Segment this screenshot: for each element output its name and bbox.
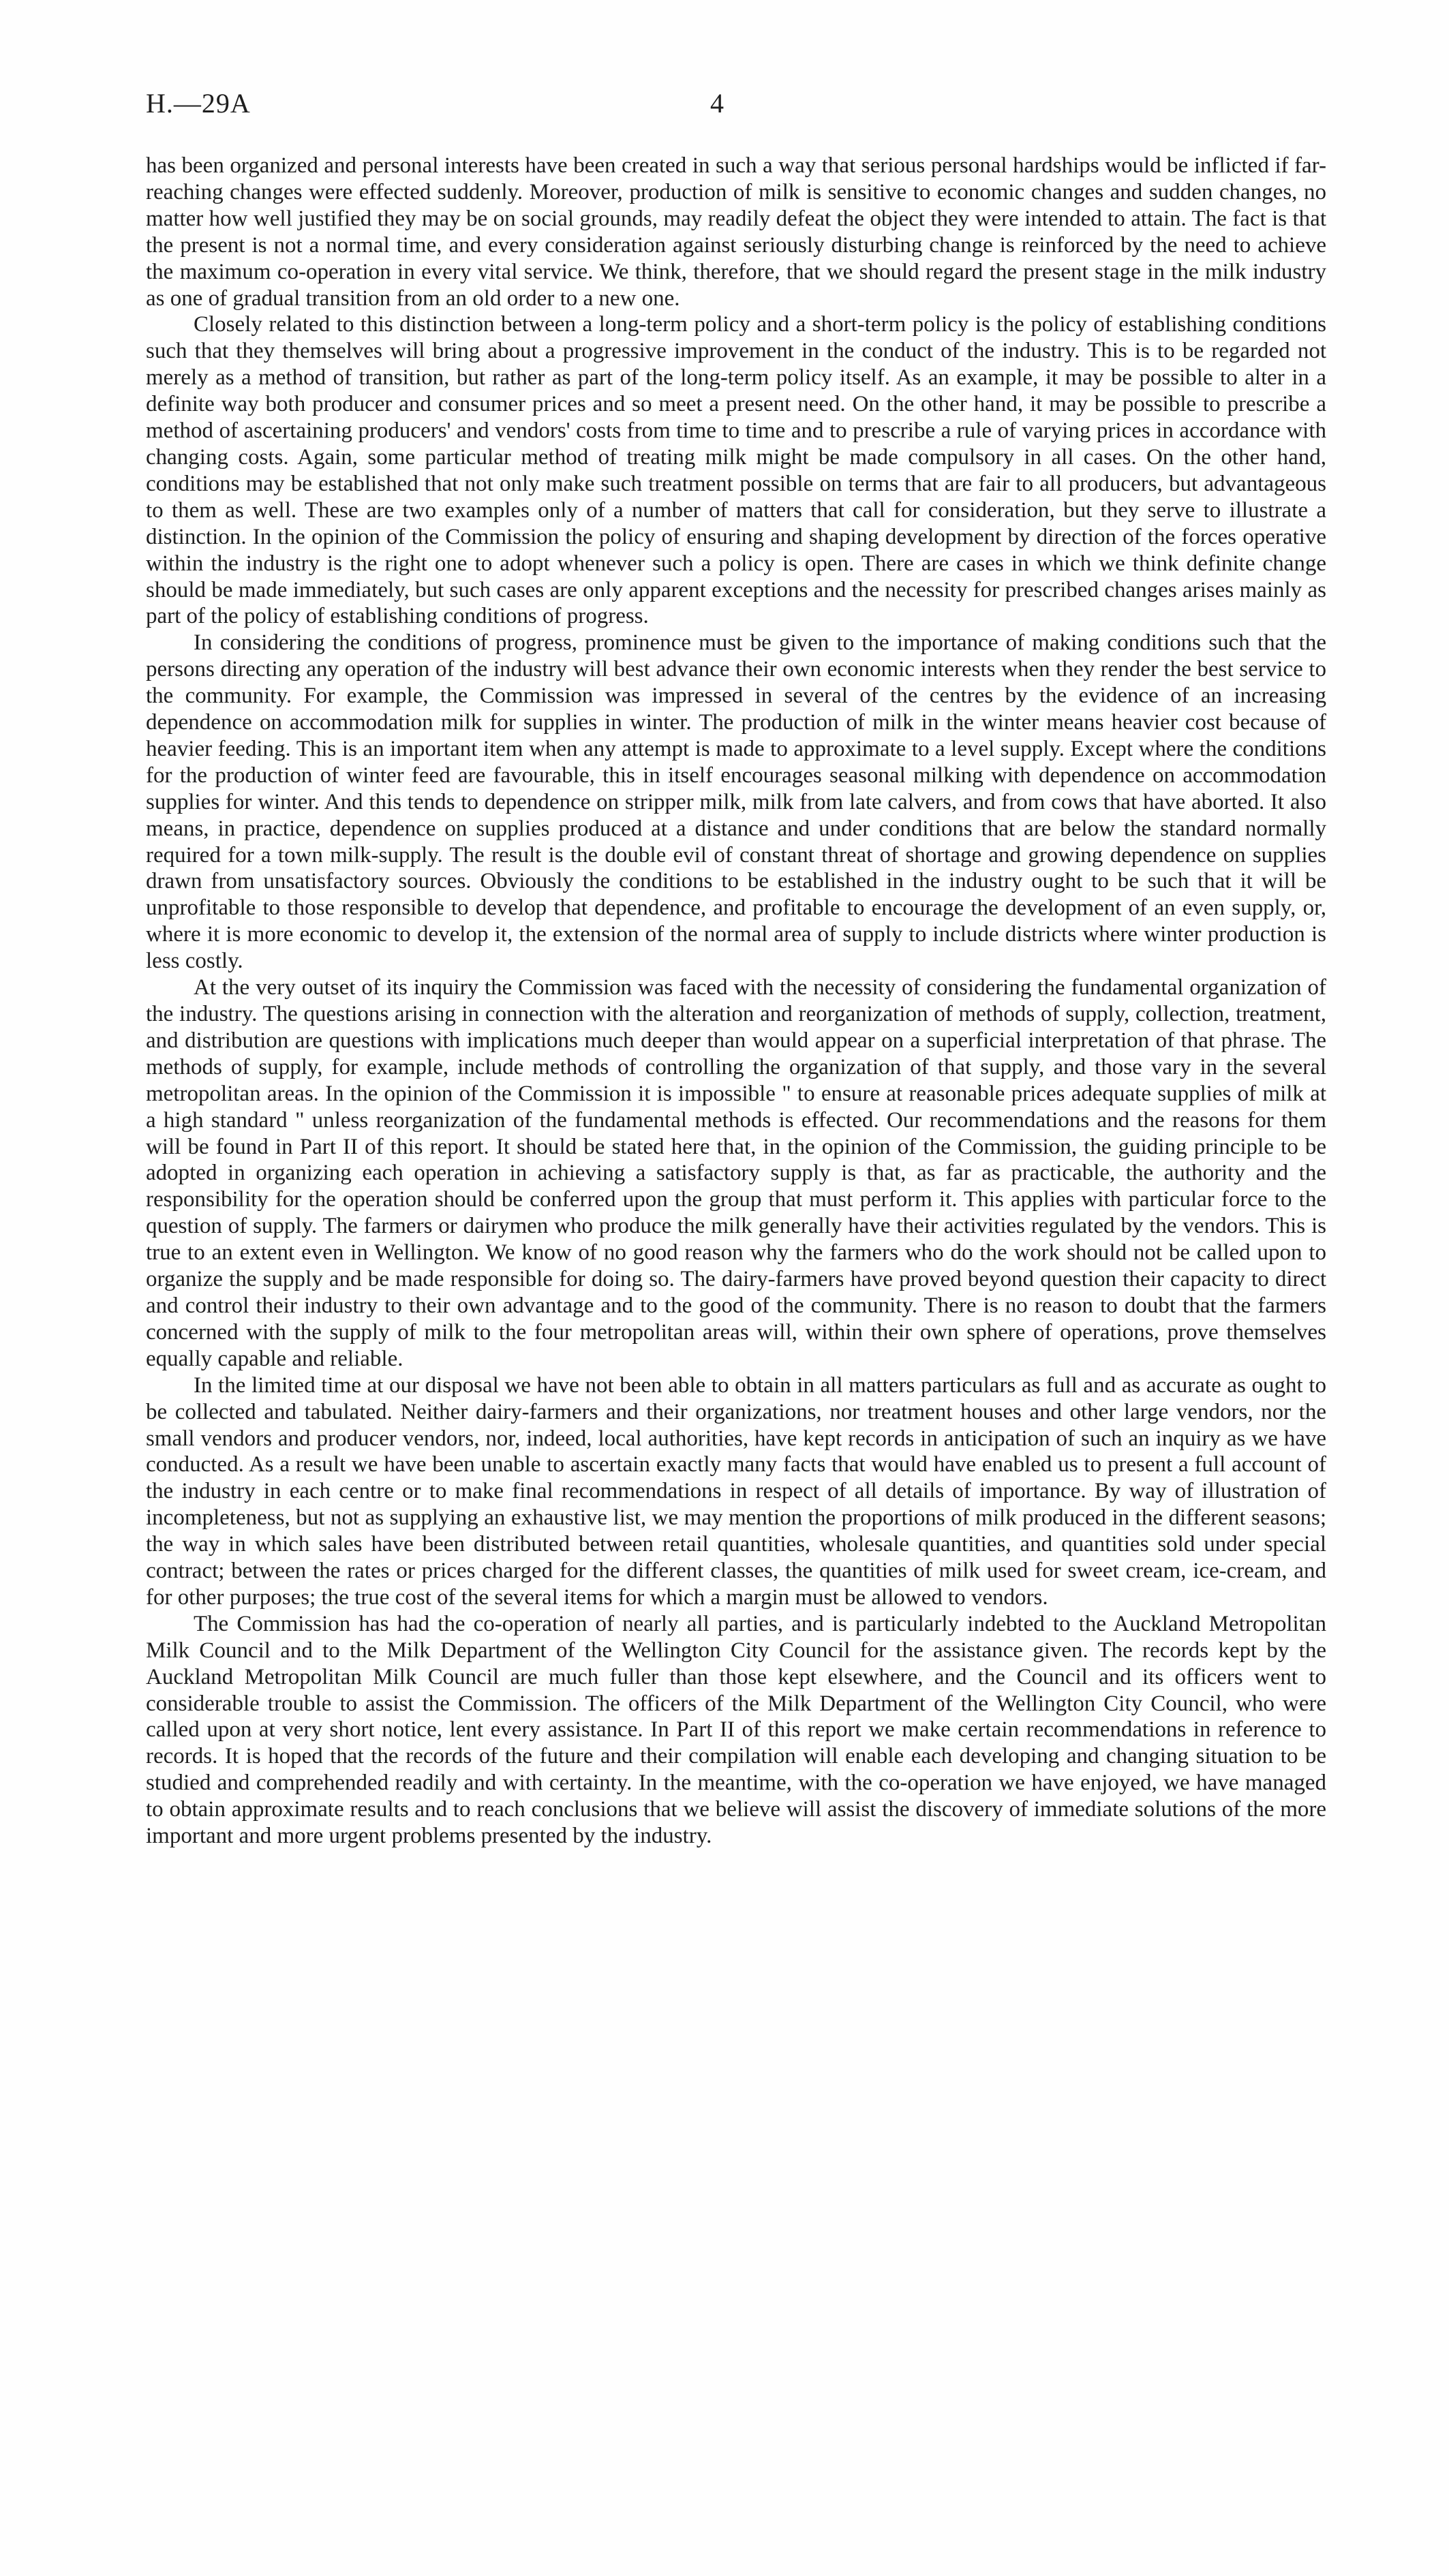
paragraph-fundamental-organization: At the very outset of its inquiry the Commission was faced with the necessity of considering the fundamental organization of the industry. The questions arising in connection with the alteration and reorganization of methods of supply, collection, treatment, and distribution are questions with implications much deeper than would appear on a superficial interpretation of that phrase. The methods of supply, for example, include methods of controlling the organization of that supply, and those vary in the several metropolitan areas. In the opinion of the Commission it is impossible " to ensure at reasonable prices adequate supplies of milk at a high standard " unless reorganization of the fundamental methods is effected. Our recommendations and the reasons for them will be found in Part II of this report. It should be stated here that, in the opinion of the Commission, the guiding principle to be adopted in organizing each operation in achieving a satisfactory supply is that, as far as practicable, the authority and the responsibility for the operation should be conferred upon the group that must perform it. This applies with particular force to the question of supply. The farmers or dairymen who produce the milk generally have their activities regulated by the vendors. This is true to an extent even in Wellington. We know of no good reason why the farmers who do the work should not be called upon to organize the supply and be made responsible for doing so. The dairy-farmers have proved beyond question their capacity to direct and control their industry to their own advantage and to the good of the community. There is no reason to doubt that the farmers concerned with the supply of milk to the four metropolitan areas will, within their own sphere of operations, prove themselves equally capable and reliable. [146, 975, 1326, 1371]
document-reference: H.—29A [146, 88, 251, 119]
page-number: 4 [710, 88, 724, 119]
page-header [146, 87, 1325, 128]
paragraph-conditions-of-progress: In considering the conditions of progress, prominence must be given to the importance of making conditions such that the persons directing any operation of the industry will best advance their own economic interests when they render the best service to the community. For example, the Commission was impressed in several of the centres by the evidence of an increasing dependence on accommodation milk for supplies in winter. The production of milk in the winter means heavier cost because of heavier feeding. This is an important item when any attempt is made to approximate to a level supply. Except where the conditions for the production of winter feed are favourable, this in itself encourages seasonal milking with dependence on accommodation supplies for winter. And this tends to dependence on stripper milk, milk from late calvers, and from cows that have aborted. It also means, in practice, dependence on supplies produced at a distance and under conditions that are below the standard normally required for a town milk-supply. The result is the double evil of constant threat of shortage and growing dependence on supplies drawn from unsatisfactory sources. Obviously the conditions to be established in the industry ought to be such that it will be unprofitable to those responsible to develop that dependence, and profitable to encourage the development of an even supply, or, where it is more economic to develop it, the extension of the normal area of supply to include districts where winter production is less costly. [146, 630, 1326, 974]
paragraph-co-operation: The Commission has had the co-operation of nearly all parties, and is particularly indebted to the Auckland Metropolitan Milk Council and to the Milk Department of the Wellington City Council for the assistance given. The records kept by the Auckland Metropolitan Milk Council are much fuller than those kept elsewhere, and the Council and its officers went to considerable trouble to assist the Commission. The officers of the Milk Department of the Wellington City Council, who were called upon at very short notice, lent every assistance. In Part II of this report we make certain recommendations in reference to records. It is hoped that the records of the future and their compilation will enable each developing and changing situation to be studied and comprehended readily and with certainty. In the meantime, with the co-operation we have enjoyed, we have managed to obtain approximate results and to reach conclusions that we believe will assist the discovery of immediate solutions of the more important and more urgent problems presented by the industry. [146, 1611, 1326, 1849]
paragraph-continued: has been organized and personal interests have been created in such a way that serious personal hardships would be inflicted if far-reaching changes were effected suddenly. Moreover, production of milk is sensitive to economic changes and sudden changes, no matter how well justified they may be on social grounds, may readily defeat the object they were intended to attain. The fact is that the present is not a normal time, and every consideration against seriously disturbing change is reinforced by the need to achieve the maximum co-operation in every vital service. We think, therefore, that we should regard the present stage in the milk industry as one of gradual transition from an old order to a new one. [146, 153, 1326, 311]
paragraph-policy-conditions: Closely related to this distinction between a long-term policy and a short-term policy is the policy of establishing conditions such that they themselves will bring about a progressive improvement in the conduct of the industry. This is to be regarded not merely as a method of transition, but rather as part of the long-term policy itself. As an example, it may be possible to alter in a definite way both producer and consumer prices and so meet a present need. On the other hand, it may be possible to prescribe a method of ascertaining producers' and vendors' costs from time to time and to prescribe a rule of varying prices in accordance with changing costs. Again, some particular method of treating milk might be made compulsory in all cases. On the other hand, conditions may be established that not only make such treatment possible on terms that are fair to all producers, but advantageous to them as well. These are two examples only of a number of matters that call for consideration, but they serve to illustrate a distinction. In the opinion of the Commission the policy of ensuring and shaping development by direction of the forces operative within the industry is the right one to adopt whenever such a policy is open. There are cases in which we think definite change should be made immediately, but such cases are only apparent exceptions and the necessity for prescribed changes arises mainly as part of the policy of establishing conditions of progress. [146, 312, 1326, 629]
body-text [146, 153, 1326, 1850]
paragraph-limited-time: In the limited time at our disposal we have not been able to obtain in all matters particulars as full and as accurate as ought to be collected and tabulated. Neither dairy-farmers and their organizations, nor treatment houses and other large vendors, nor the small vendors and producer vendors, nor, indeed, local authorities, have kept records in anticipation of such an inquiry as we have conducted. As a result we have been unable to ascertain exactly many facts that would have enabled us to present a full account of the industry in each centre or to make final recommendations in respect of all details of importance. By way of illustration of incompleteness, but not as supplying an exhaustive list, we may mention the proportions of milk produced in the different seasons; the way in which sales have been distributed between retail quantities, wholesale quantities, and quantities sold under special contract; between the rates or prices charged for the different classes, the quantities of milk used for sweet cream, ice-cream, and for other purposes; the true cost of the several items for which a margin must be allowed to vendors. [146, 1373, 1326, 1610]
